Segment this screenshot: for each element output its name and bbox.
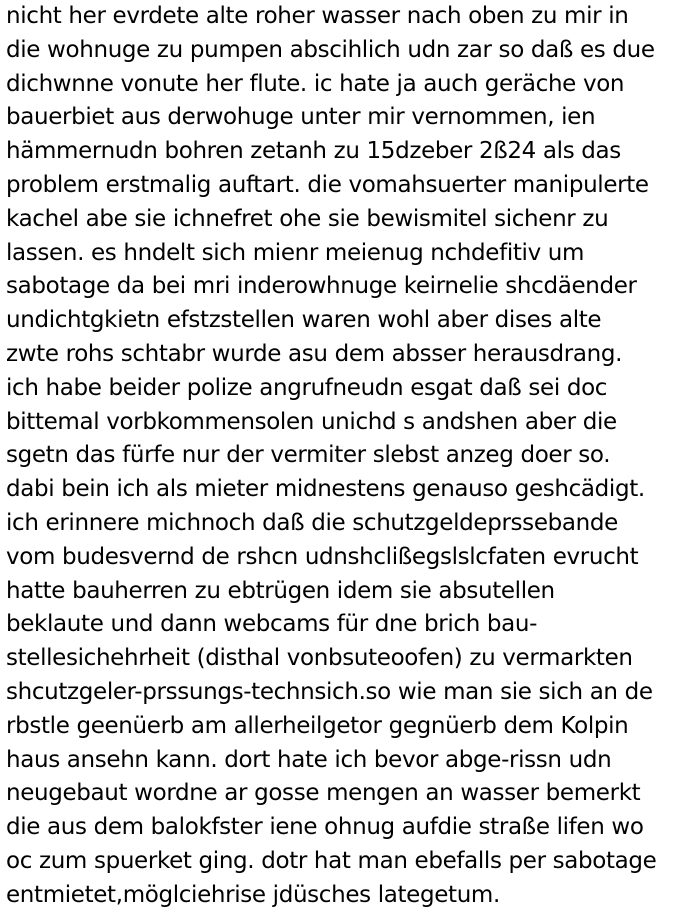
text-line: kachel abe sie ichnefret ohe sie bewismitel sichenr zu [6, 205, 609, 232]
text-line: undichtgkietn efstzstellen waren wohl aber dises alte [6, 307, 602, 334]
text-line: sgetn das fürfe nur der vermiter slebst anzeg doer so. [6, 442, 611, 469]
text-line: shcutzgeler-prssungs-technsich.so wie man sie sich an de [6, 678, 653, 705]
text-line: neugebaut wordne ar gosse mengen an wasser bemerkt [6, 780, 641, 807]
text-line: bauerbiet aus derwohuge unter mir vernommen, ien [6, 104, 596, 131]
text-line: vom budesvernd de rshcn udnshclißegslslcfaten evrucht [6, 543, 639, 570]
text-line: bittemal vorbkommensolen unichd s andshen aber die [6, 408, 617, 435]
document-body [6, 0, 682, 913]
text-line: die aus dem balokfster iene ohnug aufdie straße lifen wo [6, 814, 644, 841]
text-line: dabi bein ich als mieter midnestens genauso geshcädigt. [6, 476, 645, 503]
text-line: nicht her evrdete alte roher wasser nach oben zu mir in [6, 3, 629, 29]
text-line: rbstle geenüerb am allerheilgetor gegnüerb dem Kolpin [6, 712, 629, 739]
text-line: ich erinnere michnoch daß die schutzgeldeprssebande [6, 509, 618, 536]
text-line: haus ansehn kann. dort hate ich bevor abge-rissn udn [6, 746, 612, 773]
text-line: lassen. es hndelt sich mienr meienug nchdefitiv um [6, 239, 585, 266]
text-line: problem erstmalig auftart. die vomahsuerter manipulerte [6, 171, 649, 198]
text-line: zwte rohs schtabr wurde asu dem absser herausdrang. [6, 340, 623, 367]
text-line: stellesichehrheit (disthal vonbsuteoofen) zu vermarkten [6, 645, 633, 672]
text-line: oc zum spuerket ging. dotr hat man ebefalls per sabotage [6, 847, 657, 874]
text-line: die wohnuge zu pumpen abscihlich udn zar so daß es due [6, 36, 655, 63]
text-line: ich habe beider polize angrufneudn esgat daß sei doc [6, 374, 608, 401]
text-line: entmietet,möglciehrise jdüsches lategetum. [6, 881, 500, 908]
text-line: hatte bauherren zu ebtrügen idem sie absutellen [6, 577, 555, 604]
text-line: dichwnne vonute her flute. ic hate ja auch geräche von [6, 70, 625, 97]
text-line: beklaute und dann webcams für dne brich bau- [6, 611, 538, 638]
text-line: hämmernudn bohren zetanh zu 15dzeber 2ß24 als das [6, 138, 621, 165]
text-line: sabotage da bei mri inderowhnuge keirnelie shcdäender [6, 273, 637, 300]
